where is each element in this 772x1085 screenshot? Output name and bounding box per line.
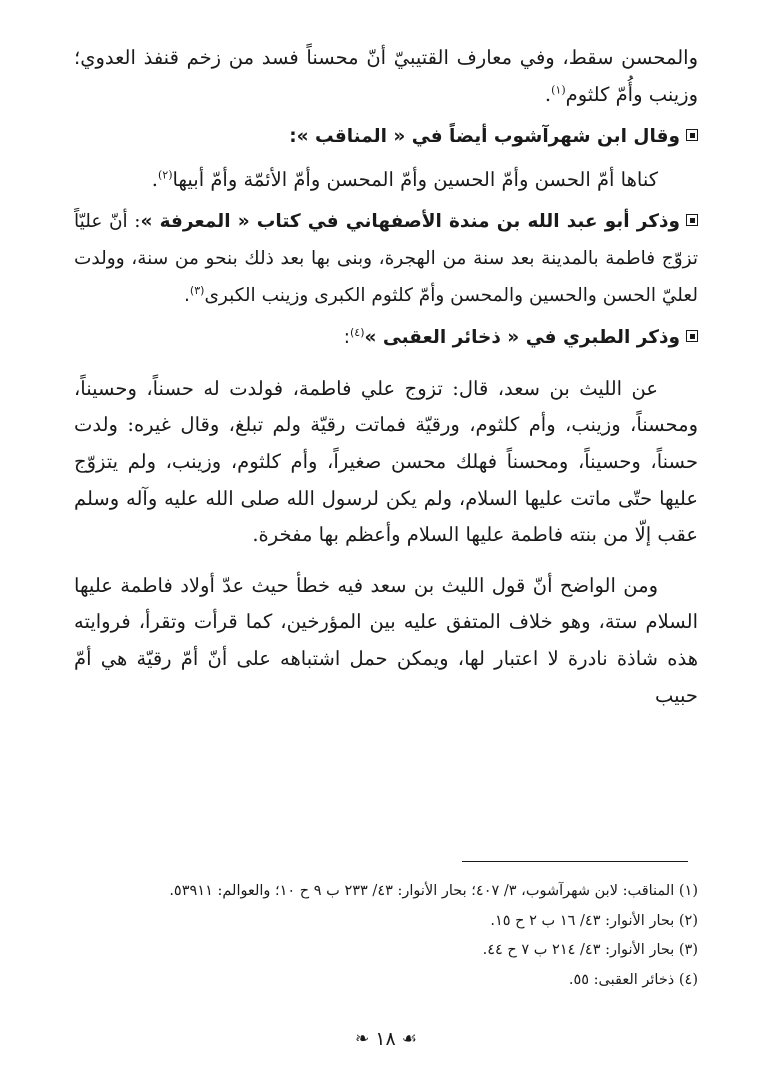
- paragraph-2-text: كناها أمّ الحسن وأمّ الحسين وأمّ المحسن وأمّ الأئمّة وأمّ أبيها: [172, 167, 658, 191]
- heading-1-text: وقال ابن شهرآشوب أيضاً في « المناقب »:: [289, 126, 680, 148]
- footnote-2: (٢) بحار الأنوار: ٤٣/ ١٦ ب ٢ ح ١٥.: [490, 912, 698, 929]
- footnote-3: (٣) بحار الأنوار: ٤٣/ ٢١٤ ب ٧ ح ٤٤.: [482, 942, 698, 958]
- paragraph-4-text: ومن الواضح أنّ قول الليث بن سعد فيه خطأ حيث عدّ أولاد فاطمة عليها السلام ستة، وهو خلاف المتفق عليه بين المؤرخين، كما قرأت وتقرأ، فروايته هذه شاذة نادرة لا اعتبار لها، ويمكن حمل اشتباهه على أنّ أمّ رقيّة هي أمّ حبيب: [74, 573, 698, 707]
- heading-tabari: [74, 320, 698, 357]
- footnote-ref-4[interactable]: (٤): [349, 326, 365, 339]
- ornament-right-icon: ☙: [401, 1029, 417, 1049]
- footnote-4: (٤) ذخائر العقبى: ٥٥.: [568, 971, 698, 988]
- square-bullet-icon: [686, 330, 698, 342]
- heading-2-tail: .: [184, 284, 190, 306]
- footnotes: [74, 877, 698, 995]
- heading-ibn-mandah: [74, 204, 698, 314]
- square-bullet-icon: [686, 214, 698, 226]
- footnote-ref-1[interactable]: (١): [551, 83, 566, 97]
- heading-3-text: وذكر الطبري في « ذخائر العقبى »: [364, 327, 680, 349]
- page-number: ١٨: [375, 1028, 396, 1050]
- footnote-separator: [462, 861, 688, 862]
- paragraph-2: [74, 162, 698, 199]
- heading-3-tail: :: [343, 327, 350, 349]
- heading-2-rest: : أنّ عليّاً تزوّج فاطمة بالمدينة بعد سنة من الهجرة، وبنى بها بعد ذلك بنحو من سنة، وولدت لعليّ الحسن والحسين والمحسن وأمّ كلثوم الكبرى وزينب الكبرى: [74, 211, 698, 306]
- paragraph-4: [74, 568, 698, 714]
- paragraph-1: [74, 40, 698, 113]
- heading-ibn-shahrashub: [74, 119, 698, 156]
- paragraph-3: [74, 371, 698, 554]
- footnote-ref-3[interactable]: (٣): [189, 283, 205, 297]
- paragraph-1-tail: .: [544, 82, 552, 106]
- page-number-line: [0, 1028, 772, 1050]
- footnote-1: (١) المناقب: لابن شهرآشوب، ٣/ ٤٠٧؛ بحار الأنوار: ٤٣/ ٢٣٣ ب ٩ ح ١٠؛ والعوالم: ٥٣٩١١.: [169, 883, 698, 899]
- paragraph-3-text: عن الليث بن سعد، قال: تزوج علي فاطمة، فولدت له حسناً، وحسيناً، ومحسناً، وزينب، وأم كلثوم، ورقيّة فماتت رقيّة ولم تبلغ، وقال غيره: ولدت حسناً، وحسيناً، ومحسناً فهلك محسن صغيراً، وأم كلثوم، وزينب، ولم يتزوّج عليها حتّى ماتت عليها السلام، ولم يكن لرسول الله صلى الله عليه وآله وسلم عقب إلّا من بنته فاطمة عليها السلام وأعظم بها مفخرة.: [74, 376, 698, 547]
- paragraph-2-tail: .: [151, 167, 158, 191]
- heading-2-bold: وذكر أبو عبد الله بن مندة الأصفهاني في كتاب « المعرفة »: [140, 211, 680, 233]
- page-body: [74, 40, 698, 714]
- square-bullet-icon: [686, 129, 698, 141]
- footnote-ref-2[interactable]: (٢): [157, 168, 173, 182]
- paragraph-1-text: والمحسن سقط، وفي معارف القتيبيّ أنّ محسناً فسد من زخم قنفذ العدوي؛ وزينب وأُمّ كلثوم: [74, 46, 698, 106]
- ornament-left-icon: ❧: [354, 1029, 370, 1049]
